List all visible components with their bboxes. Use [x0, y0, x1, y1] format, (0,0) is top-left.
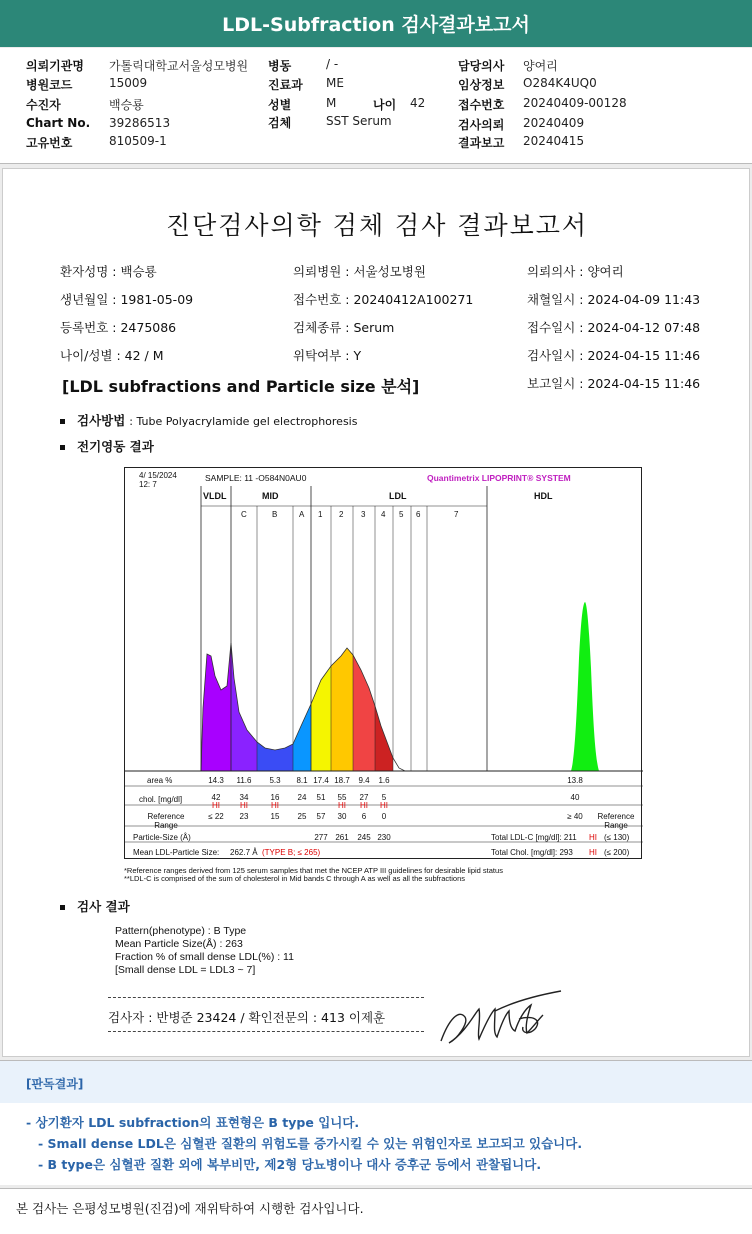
result-label: 검사 결과 — [77, 899, 130, 914]
area-cell-c: 11.6 — [236, 776, 252, 785]
result-mean-size: Mean Particle Size(Å) : 263 — [115, 938, 243, 950]
ref-cell-vldl: ≤ 22 — [208, 812, 224, 821]
electro-row — [60, 437, 154, 455]
result-block — [115, 925, 294, 977]
request-header — [0, 48, 752, 164]
ref-cell-a: 25 — [297, 812, 307, 821]
chol-cell-3: 27 — [359, 793, 369, 802]
mid-c-peak — [231, 643, 257, 771]
ldl3-peak — [353, 655, 375, 771]
document-title: 진단검사의학 검체 검사 결과보고서 — [165, 211, 589, 240]
area-cell-b: 5.3 — [269, 776, 281, 785]
size-cell-2: 261 — [335, 833, 349, 842]
ward-value: / - — [326, 57, 339, 71]
hdl-peak — [571, 602, 599, 771]
ref-cell-2: 30 — [337, 812, 347, 821]
age-sex: 나이/성별 : 42 / M — [60, 348, 164, 363]
interpretation-line-2: - Small dense LDL은 심혈관 질환의 위험도를 증가시킬 수 있는 위험인자로 보고되고 있습니다. — [38, 1136, 583, 1151]
chol-flag-c: HI — [240, 801, 248, 810]
method-label: 검사방법 — [77, 413, 126, 428]
vldl-group-label: VLDL — [203, 491, 227, 501]
ref-cell-1: 57 — [316, 812, 326, 821]
band-label-3: 3 — [361, 510, 366, 519]
chart-no-value: 39286513 — [109, 116, 171, 130]
band-label-5: 5 — [399, 510, 404, 519]
report-document — [2, 168, 750, 1057]
chol-cell-a: 24 — [297, 793, 307, 802]
interpretation-line-3: - B type은 심혈관 질환 외에 복부비만, 제2형 당뇨병이나 대사 증후군 등에서 관찰됩니다. — [38, 1157, 542, 1172]
signature-line-top — [108, 997, 424, 998]
specimen-value: SST Serum — [326, 114, 392, 128]
total-chol-ref: (≤ 200) — [604, 848, 630, 857]
hospital-value: 가톨릭대학교서울성모병원 — [109, 59, 249, 73]
ref-cell-3: 6 — [361, 812, 367, 821]
chol-flag-4: HI — [380, 801, 388, 810]
chol-flag-2: HI — [338, 801, 346, 810]
patient-value: 백승룡 — [109, 98, 144, 112]
result-fraction: Fraction % of small dense LDL(%) : 11 — [115, 951, 294, 963]
chol-cell-4: 5 — [381, 793, 387, 802]
chart-date: 4/ 15/2024 — [139, 471, 177, 480]
clinical-info-value: O284K4UQ0 — [523, 76, 597, 90]
bullet-icon — [60, 905, 65, 910]
chol-flag-vldl: HI — [212, 801, 220, 810]
ward-label: 병동 — [268, 59, 292, 73]
band-label-6: 6 — [416, 510, 421, 519]
ref-row-label: Reference Range — [147, 812, 185, 830]
chol-cell-c: 34 — [239, 793, 249, 802]
electro-label: 전기영동 결과 — [77, 439, 154, 454]
footer-note: 본 검사는 은평성모병원(진검)에 재위탁하여 시행한 검사입니다. — [16, 1201, 364, 1216]
chart-sample: SAMPLE: 11 -O584N0AU0 — [205, 473, 307, 483]
accession-label: 접수번호 — [458, 98, 505, 112]
footnote-1: *Reference ranges derived from 125 serum samples that met the NCEP ATP III guidelines for desirable lipid status — [124, 866, 503, 875]
age-value: 42 — [410, 96, 426, 110]
electrophoresis-chart — [124, 467, 642, 859]
unique-no-label: 고유번호 — [26, 136, 73, 150]
chol-cell-1: 51 — [316, 793, 326, 802]
area-row-label: area % — [147, 776, 173, 785]
interpretation-title: [판독결과] — [0, 1061, 752, 1103]
band-label-b: B — [272, 510, 278, 519]
receipt-time: 접수일시 : 2024-04-12 07:48 — [527, 320, 701, 335]
chart-no-label: Chart No. — [26, 116, 91, 130]
specimen-label: 검체 — [268, 116, 292, 130]
test-time: 검사일시 : 2024-04-15 11:46 — [527, 348, 701, 363]
ref-cell-b: 15 — [270, 812, 280, 821]
result-pattern: Pattern(phenotype) : B Type — [115, 925, 247, 937]
size-row-label: Particle-Size (Å) — [133, 833, 191, 842]
chol-cell-hdl: 40 — [570, 793, 580, 802]
total-chol-label: Total Chol. [mg/dl]: 293 — [491, 848, 573, 857]
report-date-value: 20240415 — [523, 134, 585, 148]
doctor-label: 담당의사 — [458, 59, 505, 73]
clinical-info-label: 임상정보 — [458, 78, 505, 92]
bullet-icon — [60, 445, 65, 450]
total-ldl-label: Total LDL-C [mg/dl]: 211 — [491, 833, 577, 842]
chart-time: 12: 7 — [139, 480, 157, 489]
area-cell-3: 9.4 — [358, 776, 370, 785]
specimen-type: 검체종류 : Serum — [293, 320, 395, 335]
mid-group-label: MID — [262, 491, 279, 501]
area-cell-2: 18.7 — [334, 776, 350, 785]
hospital-code-label: 병원코드 — [26, 78, 73, 92]
doctor-value: 양여리 — [523, 59, 558, 73]
ref-row-label-right: Reference Range — [597, 812, 635, 830]
chol-flag-b: HI — [271, 801, 279, 810]
bullet-icon — [60, 419, 65, 424]
requesting-hospital: 의뢰병원 : 서울성모병원 — [293, 264, 426, 279]
area-cell-1: 17.4 — [313, 776, 329, 785]
chol-flag-3: HI — [360, 801, 368, 810]
area-cell-a: 8.1 — [296, 776, 308, 785]
total-chol-flag: HI — [589, 848, 597, 857]
report-date-label: 결과보고 — [458, 136, 505, 150]
department-value: ME — [326, 76, 344, 90]
footnote-2: **LDL-C is comprised of the sum of cholesterol in Mid bands C through A as well as all the subfractions — [124, 874, 466, 883]
outsourced: 위탁여부 : Y — [293, 348, 362, 363]
age-label: 나이 — [373, 98, 397, 112]
signature-line-bottom — [108, 1031, 424, 1032]
ldl1-peak — [311, 666, 331, 771]
band-label-c: C — [241, 510, 247, 519]
section-title: [LDL subfractions and Particle size 분석] — [62, 377, 420, 396]
birth-date: 생년월일 : 1981-05-09 — [60, 292, 194, 307]
area-cell-hdl: 13.8 — [567, 776, 583, 785]
report-title-bar — [0, 0, 752, 47]
chol-cell-2: 55 — [337, 793, 347, 802]
method-value: : Tube Polyacrylamide gel electrophoresis — [129, 415, 358, 428]
hospital-code-value: 15009 — [109, 76, 148, 90]
sex-value: M — [326, 96, 337, 110]
mean-size-type: (TYPE B; ≤ 265) — [262, 848, 321, 857]
total-ldl-flag: HI — [589, 833, 597, 842]
area-cell-4: 1.6 — [378, 776, 390, 785]
request-date-value: 20240409 — [523, 116, 585, 130]
total-ldl-ref: (≤ 130) — [604, 833, 630, 842]
patient-label: 수진자 — [26, 98, 61, 112]
band-label-1: 1 — [318, 510, 323, 519]
result-definition: [Small dense LDL = LDL3 ~ 7] — [115, 964, 256, 976]
mean-size-label: Mean LDL-Particle Size: — [133, 848, 220, 857]
ref-cell-hdl: ≥ 40 — [567, 812, 583, 821]
department-label: 진료과 — [268, 78, 303, 92]
ldl2-peak — [331, 648, 353, 771]
receipt-number: 접수번호 : 20240412A100271 — [293, 292, 474, 307]
interpretation-panel — [0, 1060, 752, 1185]
patient-name: 환자성명 : 백승룡 — [60, 264, 157, 279]
signer-text: 검사자 : 반병준 23424 / 확인전문의 : 413 이제훈 — [108, 1010, 386, 1025]
chol-cell-b: 16 — [270, 793, 280, 802]
method-row — [60, 411, 357, 429]
interpretation-line-1: - 상기환자 LDL subfraction의 표현형은 B type 입니다. — [26, 1115, 360, 1130]
collection-time: 채혈일시 : 2024-04-09 11:43 — [527, 292, 701, 307]
chol-row-label: chol. [mg/dl] — [139, 795, 183, 804]
hdl-group-label: HDL — [534, 491, 553, 501]
accession-value: 20240409-00128 — [523, 96, 627, 110]
size-cell-1: 277 — [314, 833, 328, 842]
unique-no-value: 810509-1 — [109, 134, 167, 148]
sex-label: 성별 — [268, 98, 292, 112]
band-label-2: 2 — [339, 510, 344, 519]
ref-cell-4: 0 — [381, 812, 387, 821]
footer-bar — [0, 1188, 752, 1234]
ref-cell-c: 23 — [239, 812, 249, 821]
chart-brand: Quantimetrix LIPOPRINT® SYSTEM — [427, 473, 571, 483]
signature-image — [435, 989, 565, 1053]
chol-cell-vldl: 42 — [211, 793, 221, 802]
result-row — [60, 897, 130, 915]
report-time: 보고일시 : 2024-04-15 11:46 — [527, 376, 701, 391]
area-cell-vldl: 14.3 — [208, 776, 224, 785]
mean-size-value: 262.7 Å — [230, 848, 258, 857]
ldl-group-label: LDL — [389, 491, 407, 501]
vldl-peak — [201, 643, 231, 771]
report-title: LDL-Subfraction 검사결과보고서 — [222, 14, 530, 36]
hospital-label: 의뢰기관명 — [26, 59, 84, 73]
requesting-doctor: 의뢰의사 : 양여리 — [527, 264, 624, 279]
band-label-a: A — [299, 510, 305, 519]
band-label-4: 4 — [381, 510, 386, 519]
size-cell-3: 245 — [357, 833, 371, 842]
band-label-7: 7 — [454, 510, 459, 519]
request-date-label: 검사의뢰 — [458, 118, 505, 132]
registration-no: 등록번호 : 2475086 — [60, 320, 177, 335]
size-cell-4: 230 — [377, 833, 391, 842]
